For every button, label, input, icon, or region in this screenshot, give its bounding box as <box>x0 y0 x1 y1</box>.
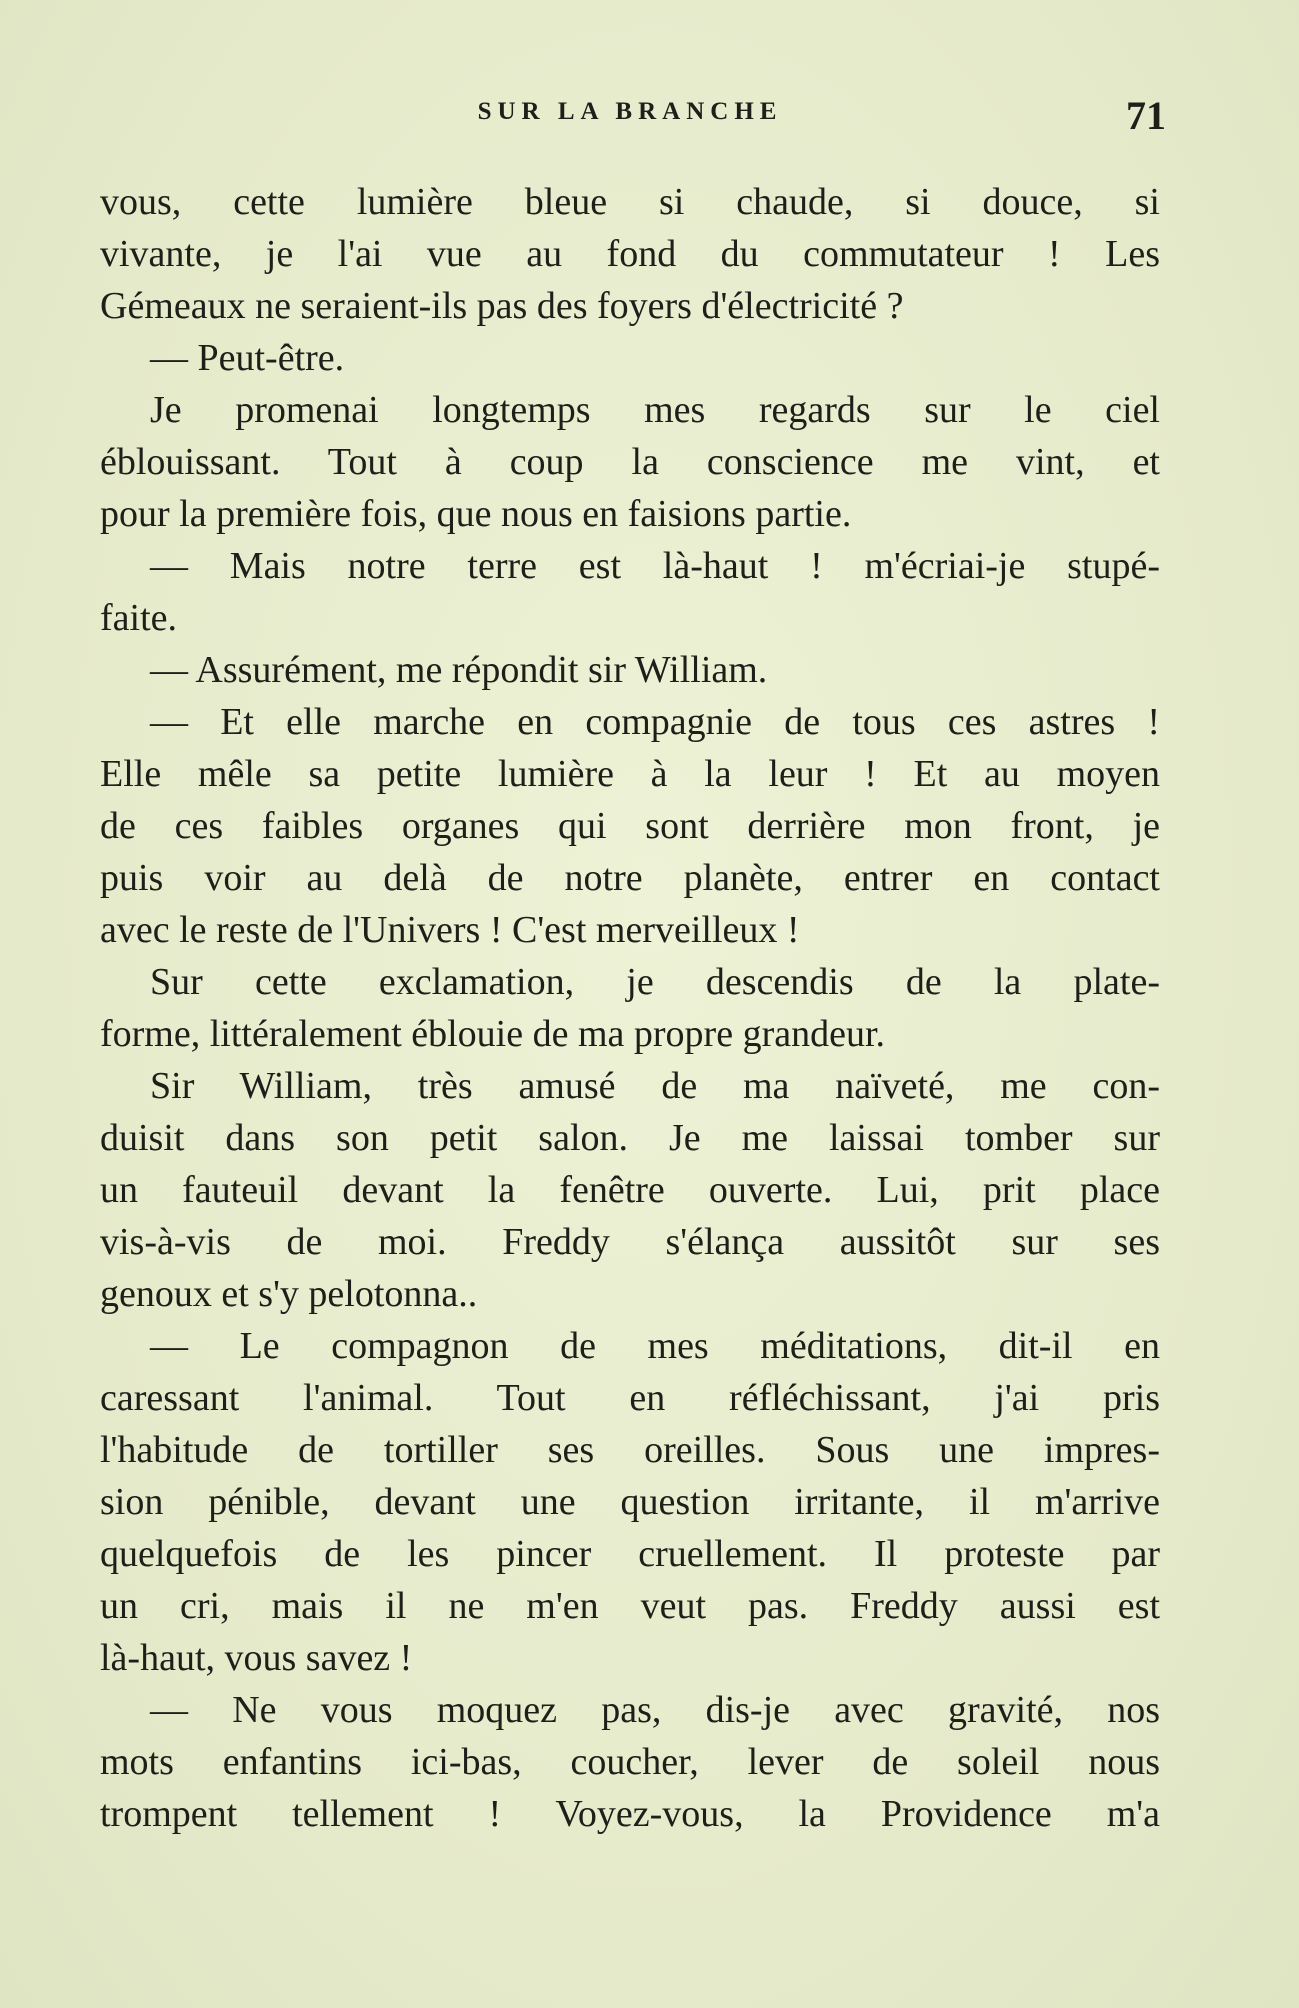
text-line: Sir William, très amusé de ma naïveté, me con- <box>150 1065 1160 1107</box>
text-line: Sur cette exclamation, je descendis de la plate- <box>150 961 1160 1003</box>
text-line: pour la première fois, que nous en faisions partie. <box>100 493 852 535</box>
running-title: SUR LA BRANCHE <box>477 98 783 125</box>
text-line: genoux et s'y pelotonna.. <box>100 1273 478 1315</box>
text-line: — Et elle marche en compagnie de tous ces astres ! <box>150 701 1160 743</box>
text-line: l'habitude de tortiller ses oreilles. Sous une impres- <box>100 1429 1160 1471</box>
text-line: Gémeaux ne seraient-ils pas des foyers d'électricité ? <box>100 285 904 327</box>
text-line: Elle mêle sa petite lumière à la leur ! Et au moyen <box>100 753 1160 795</box>
text-line: duisit dans son petit salon. Je me laissai tomber sur <box>100 1117 1160 1159</box>
text-line: vivante, je l'ai vue au fond du commutateur ! Les <box>100 233 1160 275</box>
running-head <box>100 92 1166 140</box>
text-line: vis-à-vis de moi. Freddy s'élança aussitôt sur ses <box>100 1221 1160 1263</box>
body-text <box>100 176 1160 1840</box>
text-line: trompent tellement ! Voyez-vous, la Providence m'a <box>100 1793 1160 1835</box>
text-line: — Ne vous moquez pas, dis-je avec gravité, nos <box>150 1689 1160 1731</box>
text-line: — Peut-être. <box>150 337 345 379</box>
text-line: de ces faibles organes qui sont derrière mon front, je <box>100 805 1160 847</box>
text-line: puis voir au delà de notre planète, entrer en contact <box>100 857 1160 899</box>
text-line: là-haut, vous savez ! <box>100 1637 413 1679</box>
text-line: avec le reste de l'Univers ! C'est merveilleux ! <box>100 909 800 951</box>
text-line: forme, littéralement éblouie de ma propre grandeur. <box>100 1013 886 1055</box>
text-line: vous, cette lumière bleue si chaude, si douce, si <box>100 181 1160 223</box>
text-line: éblouissant. Tout à coup la conscience me vint, et <box>100 441 1160 483</box>
text-line: faite. <box>100 597 178 639</box>
text-line: un cri, mais il ne m'en veut pas. Freddy aussi est <box>100 1585 1160 1627</box>
text-line: un fauteuil devant la fenêtre ouverte. Lui, prit place <box>100 1169 1160 1211</box>
text-line: — Assurément, me répondit sir William. <box>150 649 768 691</box>
text-line: Je promenai longtemps mes regards sur le ciel <box>150 389 1160 431</box>
text-line: sion pénible, devant une question irritante, il m'arrive <box>100 1481 1160 1523</box>
text-line: — Mais notre terre est là-haut ! m'écriai-je stupé- <box>150 545 1160 587</box>
text-line: caressant l'animal. Tout en réfléchissant, j'ai pris <box>100 1377 1160 1419</box>
text-line: — Le compagnon de mes méditations, dit-il en <box>150 1325 1160 1367</box>
text-line: quelquefois de les pincer cruellement. Il proteste par <box>100 1533 1160 1575</box>
text-line: mots enfantins ici-bas, coucher, lever de soleil nous <box>100 1741 1160 1783</box>
page-number: 71 <box>1126 93 1166 138</box>
